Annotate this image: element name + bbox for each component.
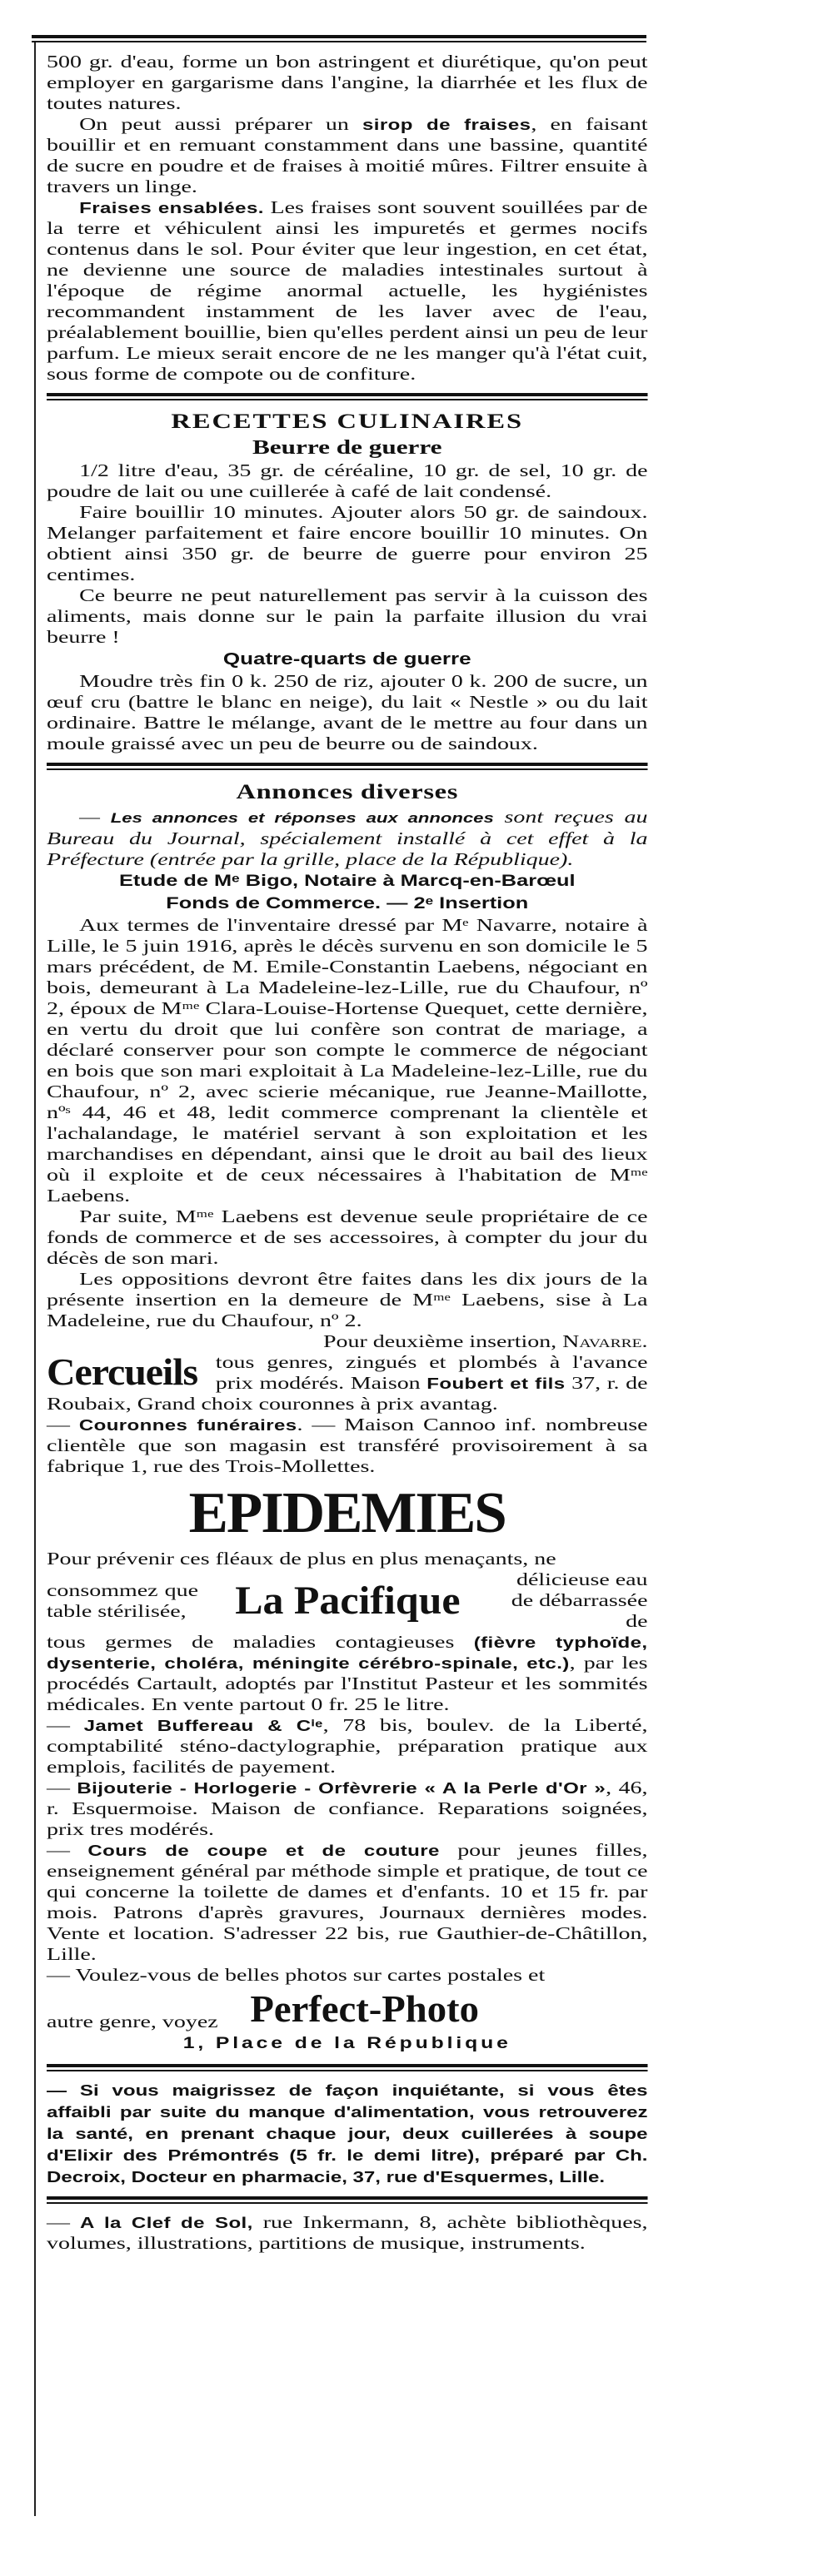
bold-term: Bijouterie - Horlogerie - Orfèvrerie « A la Perle d'Or » (77, 1779, 606, 1797)
ad-clef-de-sol (47, 2212, 648, 2254)
article-paragraph: 500 gr. d'eau, forme un bon astringent et diurétique, qu'on peut employer en gargarisme dans l'angine, la diarrhée et les flux de toutes natures. (47, 52, 648, 113)
dash: — (47, 1840, 88, 1860)
section-divider (47, 2196, 648, 2204)
article-paragraph (47, 114, 648, 197)
bold-term: Les annonces et réponses aux annonces (110, 810, 494, 826)
ad-text: délicieuse eau de débarrassée de (511, 1569, 648, 1631)
recipe-title: Quatre-quarts de guerre (222, 650, 471, 669)
ad-cours (47, 1840, 648, 1965)
section-divider (47, 393, 648, 400)
bold-term: Foubert et fils (426, 1375, 566, 1392)
bold-term: Cours de coupe et de couture (87, 1842, 440, 1859)
ad-big-word: Cercueils (47, 1352, 198, 1393)
brand-la-pacifique: La Pacifique (234, 1578, 460, 1623)
notary-paragraph: Les oppositions devront être faites dans les dix jours de la présente insertion en la demeure de Mᵐᵉ Laebens, sise à La Madeleine, rue du Chaufour, nº 2. (47, 1269, 648, 1330)
ad-cercueils (47, 1352, 648, 1415)
text: . — Maison Cannoo inf. nombreuse clientèle que son magasin est transféré provisoirement à sa fabrique 1, rue des Trois-Mollettes. (47, 1415, 648, 1476)
dash: — (47, 1415, 79, 1435)
notary-paragraph: Par suite, Mᵐᵉ Laebens est devenue seule propriétaire de ce fonds de commerce et de ses accessoires, à compter du jour du décès de son mari. (47, 1206, 648, 1268)
notice-paragraph (47, 807, 648, 870)
ad-elixir: — Si vous maigrissez de façon inquiétante, si vous êtes affaibli par suite du manque d'alimentation, vous retrouverez la santé, en prenant chaque jour, deux cuillerées à soupe d'Elixir des Prémontrés (5 fr. le demi litre), préparé par Ch. Decroix, Docteur en pharmacie, 37, rue d'Esquermes, Lille. (47, 2081, 648, 2186)
text: Les fraises sont souvent souillées par de la terre et véhiculent ainsi les impuretés et germes nocifs contenus dans le sol. Pour éviter que leur ingestion, en cet état, ne devienne une source de maladies intestinales surtout à l'époque de régime anormal actuelle, les hygiénistes recommandent instamment de les laver avec de l'eau, préalablement bouillie, bien qu'elles perdent ainsi un peu de leur parfum. Le mieux serait encore de ne les manger qu'à l'état cuit, sous forme de compote ou de confiture. (47, 197, 648, 384)
section-heading: RECETTES CULINAIRES (171, 410, 524, 433)
section-heading: Annonces diverses (236, 781, 459, 803)
text: Pour deuxième insertion, (322, 1331, 563, 1351)
ad-epidemies-title (47, 1482, 648, 1545)
recipe-paragraph: 1/2 litre d'eau, 35 gr. de céréaline, 10 gr. de sel, 10 gr. de poudre de lait ou une cuillerée à café de lait condensé. (47, 460, 648, 501)
ad-jamet (47, 1715, 648, 1778)
text: sont reçues au Bureau du Journal, spécialement installé à cet effet à la Préfecture (entrée par la grille, place de la République). (47, 807, 648, 869)
section-divider (47, 2064, 648, 2071)
ad-text: consommez que table stérilisée, (47, 1579, 198, 1621)
bold-term: (fièvre typhoïde, dysenterie, choléra, méningite cérébro-spinale, etc.) (47, 1634, 648, 1672)
ad-photo-text: — Voulez-vous de belles photos sur cartes postales et (47, 1965, 546, 1985)
ad-text: autre genre, voyez (47, 2012, 218, 2031)
column-left-rule (34, 42, 36, 2516)
recipe-paragraph: Moudre très fin 0 k. 250 de riz, ajouter 0 k. 200 de sucre, un œuf cru (battre le blanc en neige), du lait « Nestle » ou du lait ordinaire. Battre le mélange, avant de le mettre au four dans un moule graissé avec un peu de beurre ou de saindoux. (47, 671, 648, 753)
top-double-rule (32, 35, 646, 42)
recettes-section (47, 409, 648, 754)
ad-couronnes (47, 1415, 648, 1477)
recipe-paragraph: Ce beurre ne peut naturellement pas servir à la cuisson des aliments, mais donne sur le pain la parfaite illusion du vrai beurre ! (47, 585, 648, 647)
bold-term: A la Clef de Sol, (79, 2214, 253, 2231)
text: 37, r. de Roubaix, Grand choix couronnes à prix avantag. (47, 1373, 648, 1414)
strawberry-article (47, 52, 648, 385)
dash: — (47, 1715, 84, 1735)
text: , 78 bis, boulev. de la Liberté, comptabilité sténo-dactylographie, préparation pratique aux emplois, facilités de payement. (47, 1715, 648, 1777)
section-divider (47, 763, 648, 770)
text: rue Inkermann, 8, achète bibliothèques, volumes, illustrations, partitions de musique, instruments. (47, 2212, 648, 2253)
bold-term: Jamet Buffereau & Cⁱᵉ (83, 1717, 323, 1734)
ad-epidemies-text (47, 1632, 648, 1715)
newspaper-column (47, 52, 648, 2254)
dash: — (47, 2212, 80, 2232)
bold-term: sirop de fraises (362, 116, 531, 133)
notary-paragraph: Aux termes de l'inventaire dressé par Mᵉ Navarre, notaire à Lille, le 5 juin 1916, après le décès survenu en son domicile le 5 mars précédent, de M. Emile-Constantin Laebens, négociant en bois, demeurant à La Madeleine-lez-Lille, rue du Chaufour, nº 2, époux de Mᵐᵉ Clara-Louise-Hortense Quequet, cette dernière, en vertu du droit que lui confère son contrat de mariage, a déclaré conserver pour son compte le commerce de négociant en bois que son mari exploitait à La Madeleine-lez-Lille, rue du Chaufour, nº 2, avec scierie mécanique, rue Jeanne-Maillotte, nºˢ 44, 46 et 48, ledit commerce comprenant la clientèle et l'achalandage, le matériel servant à son exploitation et les marchandises en dépendant, ainsi que le droit au bail des lieux où il exploite et de ceux nécessaires à l'habitation de Mᵐᵉ Laebens. (47, 915, 648, 1206)
ad-photo-address: 1, Place de la République (182, 2035, 511, 2052)
dash: — (47, 1778, 77, 1798)
text: , 46, r. Esquermoise. Maison de confiance. Reparations soignées, prix tres modérés. (47, 1778, 648, 1839)
title-text: EPIDEMIES (188, 1481, 506, 1545)
notary-subtitle: Fonds de Commerce. — 2ᵉ Insertion (166, 894, 529, 913)
ad-pacifique-row (47, 1569, 648, 1632)
ad-epidemies-line: Pour prévenir ces fléaux de plus en plus menaçants, ne (47, 1549, 556, 1569)
text: , par les procédés Cartault, adoptés par l'Institut Pasteur et les sommités médicales. En vente partout 0 fr. 25 le litre. (47, 1653, 648, 1714)
recipe-title: Beurre de guerre (252, 437, 442, 459)
text: tous genres, zingués et plombés à l'avance prix modérés. Maison (215, 1352, 648, 1393)
recipe-paragraph: Faire bouillir 10 minutes. Ajouter alors 50 gr. de saindoux. Melanger parfaitement et faire encore bouillir 10 minutes. On obtient ainsi 350 gr. de beurre de guerre pour environ 25 centimes. (47, 502, 648, 584)
text: tous germes de maladies contagieuses (47, 1632, 474, 1652)
bold-term: Couronnes funéraires (78, 1416, 297, 1434)
brand-perfect-photo: Perfect-Photo (250, 1987, 480, 2030)
ad-bijouterie (47, 1778, 648, 1840)
notary-title: Etude de Mᵉ Bigo, Notaire à Marcq-en-Barœul (118, 872, 576, 890)
article-paragraph (47, 197, 648, 385)
signature-name: Navarre. (562, 1331, 648, 1351)
ad-photo-row (47, 1986, 648, 2032)
notary-signature (47, 1331, 648, 1352)
dash: — (79, 807, 111, 827)
text: On peut aussi préparer un (79, 114, 363, 134)
text: , en faisant bouillir et en remuant constamment dans une bassine, quantité de sucre en poudre et de fraises à moitié mûres. Filtrer ensuite à travers un linge. (47, 114, 648, 196)
annonces-section (47, 778, 648, 2056)
bold-term: Fraises ensablées. (79, 199, 264, 216)
text: pour jeunes filles, enseignement général par méthode simple et pratique, de tout ce qui concerne la toilette de dames et d'enfants. 10 et 15 fr. par mois. Patrons d'après gravures, Journaux dernières modes. Vente et location. S'adresser 22 bis, rue Gauthier-de-Châtillon, Lille. (47, 1840, 648, 1964)
